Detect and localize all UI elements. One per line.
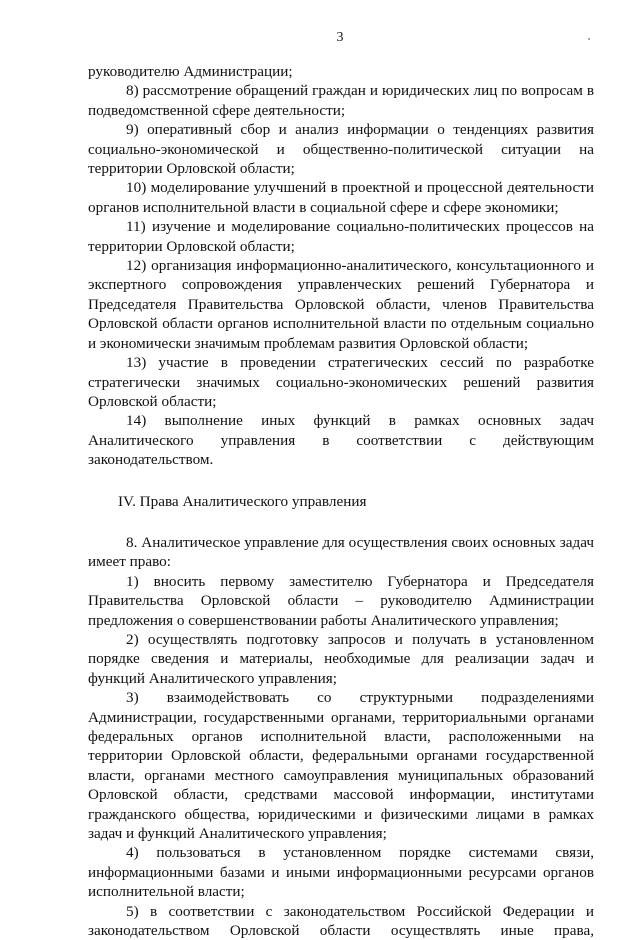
right-item-4: 4) пользоваться в установленном порядке системами связи, информационными базами и иными информационными ресурсами органов исполнительной власти; xyxy=(88,844,594,901)
list-item-8: 8) рассмотрение обращений граждан и юридических лиц по вопросам в подведомственной сфере деятельности; xyxy=(88,82,594,119)
list-item-9: 9) оперативный сбор и анализ информации о тенденциях развития социально-экономической и общественно-политической ситуации на территории Орловской области; xyxy=(88,121,594,178)
clause-8-intro: 8. Аналитическое управление для осуществления своих основных задач имеет право: xyxy=(88,533,594,571)
list-item-10: 10) моделирование улучшений в проектной и процессной деятельности органов исполнительной власти в социальной сфере и сфере экономики; xyxy=(88,179,594,216)
scan-speck xyxy=(588,38,590,40)
list-item-11: 11) изучение и моделирование социально-политических процессов на территории Орловской области; xyxy=(88,218,594,255)
list-item-12: 12) организация информационно-аналитического, консультационного и экспертного сопровождения управленческих решений Губернатора и Председателя Правительства Орловской области, членов Правительства Орловской области органов исполнительной власти по отдельным социально и экономически значимым проблемам развития Орловской области; xyxy=(88,257,594,352)
list-item-13: 13) участие в проведении стратегических сессий по разработке стратегически значимых социально-экономических решений развития Орловской области; xyxy=(88,354,594,410)
right-item-5: 5) в соответствии с законодательством Российской Федерации и законодательством Орловской области осуществлять иные права, xyxy=(88,902,594,940)
list-item-14: 14) выполнение иных функций в рамках основных задач Аналитического управления в соответствии с действующим законодательством. xyxy=(88,412,594,469)
right-item-3: 3) взаимодействовать со структурными подразделениями Администрации, государственными органами, территориальными органами федеральных органов исполнительной власти, расположенными на территории Орловской области, федеральными органами государственной власти, органами местного самоуправления муниципальных образований Орловской области, средствами массовой информации, институтами гражданского общества, юридическими и физическими лицами в рамках задач и функций Аналитического управления; xyxy=(88,689,594,843)
section-heading: IV. Права Аналитического управления xyxy=(118,492,367,510)
paragraph-continuation: руководителю Администрации; xyxy=(88,63,293,80)
right-item-1: 1) вносить первому заместителю Губернатора и Председателя Правительства Орловской области – руководителю Администрации предложения о совершенствовании работы Аналитического управления; xyxy=(88,572,594,629)
page-number: 3 xyxy=(336,30,344,45)
document-body xyxy=(88,62,594,940)
right-item-2: 2) осуществлять подготовку запросов и получать в установленном порядке сведения и материалы, необходимые для реализации задач и функций Аналитического управления; xyxy=(88,630,594,687)
